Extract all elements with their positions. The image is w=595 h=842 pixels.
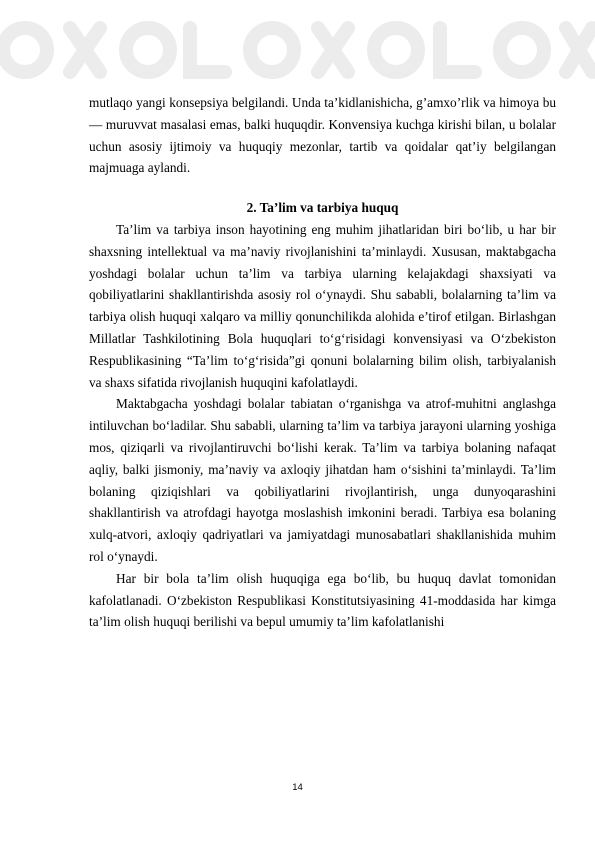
paragraph-education-rights: Ta’lim va tarbiya inson hayotining eng muhim jihatlaridan biri bo‘lib, u har bir shaxsning intellektual va ma’naviy rivojlanishini ta’minlaydi. Xususan, maktabgacha yoshdagi bolalar uchun ta’lim va tarbiya ularning kelajakdagi shaxsiyati va qobiliyatlarini shakllantirishda asosiy rol o‘ynaydi. Shu sababli, bolalarning ta’lim va tarbiya olish huquqi xalqaro va milliy qonunchilikda alohida e’tirof etilgan. Birlashgan Millatlar Tashkilotining Bola huquqlari to‘g‘risidagi konvensiyasi va O‘zbekiston Respublikasining “Ta’lim to‘g‘risida”gi qonuni bolalarning bilim olish, tarbiyalanish va shaxs sifatida rivojlanish huquqini kafolatlaydi. — [89, 221, 556, 390]
paragraph-preschool-children: Maktabgacha yoshdagi bolalar tabiatan o‘rganishga va atrof-muhitni anglashga intiluvchan bo‘ladilar. Shu sababli, ularning ta’lim va tarbiya jarayoni ularning yoshiga mos, qiziqarli va rivojlantiruvchi bo‘lishi kerak. Ta’lim va tarbiya bolaning nafaqat aqliy, balki jismoniy, ma’naviy va axloqiy jihatdan ham o‘sishini ta’minlaydi. Ta’lim bolaning qiziqishlari va qobiliyatlarini rivojlantirish, unga dunyoqarashini shakllantirish va atrofdagi hayotga moslashish imkonini beradi. Tarbiya esa bolaning xulq-atvori, axloqiy qadriyatlari va jamiyatdagi munosabatlari shakllanishida muhim rol o‘ynaydi. — [89, 396, 556, 564]
paragraph-intro: mutlaqo yangi konsepsiya belgilandi. Unda taʼkidlanishicha, gʼamxoʼrlik va himoya bu — muruvvat masalasi emas, balki huquqdir. Konvensiya kuchga kirishi bilan, u bolalar uchun asosiy ijtimoiy va huquqiy mezonlar, tartib va qoidalar qatʼiy belgilangan majmuaga aylandi. — [89, 95, 556, 176]
document-body — [89, 92, 556, 633]
page-number: 14 — [292, 782, 303, 793]
section-heading: 2. Ta’lim va tarbiya huquq — [246, 200, 399, 216]
watermark-logo-strip — [0, 0, 595, 100]
paragraph-constitution: Har bir bola ta’lim olish huquqiga ega bo‘lib, bu huquq davlat tomonidan kafolatlanadi. O‘zbekiston Respublikasi Konstitutsiyasining 41-moddasida har kimga ta’lim olish huquqi berilishi va bepul umumiy ta’lim kafolatlanishi — [89, 570, 556, 630]
